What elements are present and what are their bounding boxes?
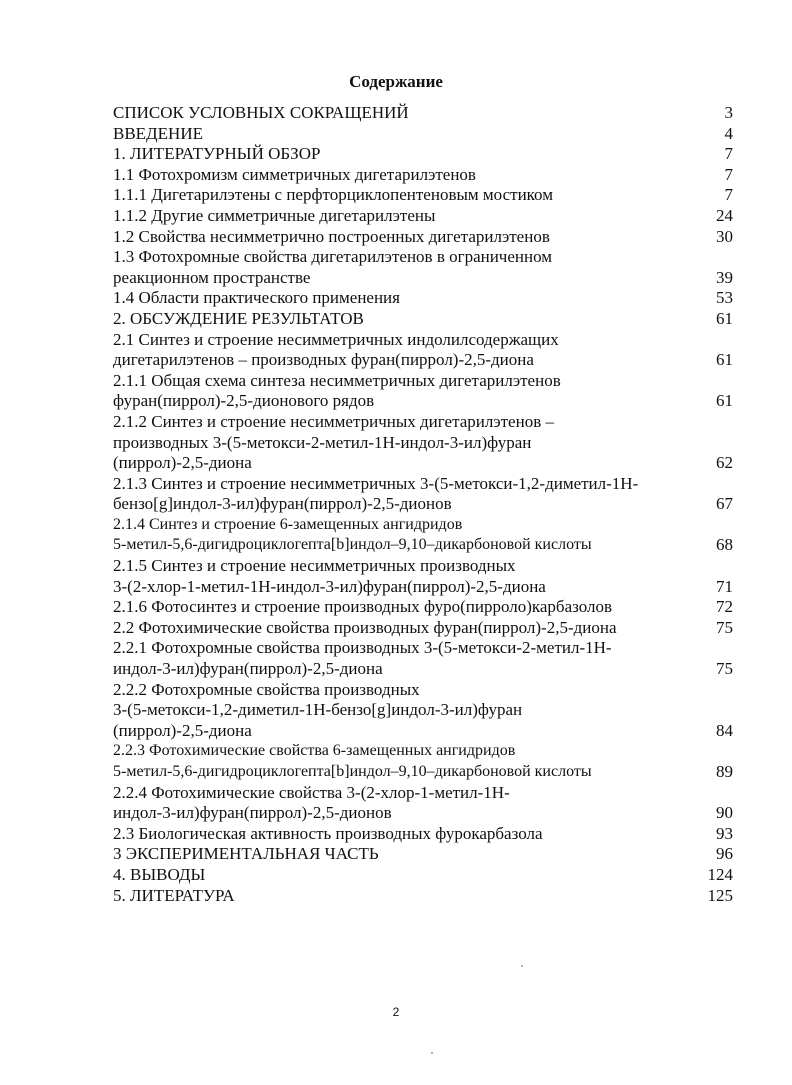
toc-entry [113,844,733,865]
toc-entry-text: 1.1.1 Дигетарилэтены с перфторциклопентеновым мостиком [113,185,553,205]
toc-entry-page: 71 [716,576,733,596]
toc-entry [113,597,733,618]
toc-entry-page: 75 [716,617,733,637]
toc-entry-text: ВВЕДЕНИЕ [113,123,203,143]
toc-entry-text: производных 3-(5-метокси-2-метил-1H-индол-3-ил)фуран [113,432,532,452]
table-of-contents [113,103,733,906]
toc-entry-text: фуран(пиррол)-2,5-дионового рядов [113,391,375,411]
toc-entry-page: 68 [716,535,733,555]
toc-entry-page: 61 [716,391,733,411]
toc-entry-text: 2.2.3 Фотохимические свойства 6-замещенных ангидридов [113,742,516,760]
toc-entry [113,103,733,124]
toc-entry-text: 2.2 Фотохимические свойства производных фуран(пиррол)-2,5-диона [113,617,617,637]
toc-entry-text: дигетарилэтенов – производных фуран(пиррол)-2,5-диона [113,350,534,370]
toc-entry [113,247,733,288]
toc-entry-page: 67 [716,494,733,514]
toc-entry-page: 7 [724,185,733,205]
toc-entry [113,185,733,206]
toc-entry-text: 2.2.4 Фотохимические свойства 3-(2-хлор-1-метил-1H- [113,782,510,802]
toc-entry [113,330,733,371]
toc-entry [113,618,733,639]
page-number: 2 [392,1005,400,1019]
page-title: Содержание [349,72,443,91]
toc-entry-text: 3-(5-метокси-1,2-диметил-1H-бензо[g]индол-3-ил)фуран [113,700,523,720]
toc-entry [113,824,733,845]
toc-entry-page: 39 [716,267,733,287]
toc-entry [113,556,733,597]
toc-entry-text: индол-3-ил)фуран(пиррол)-2,5-диона [113,659,383,679]
toc-entry-text: 5-метил-5,6-дигидроциклогепта[b]индол–9,10–дикарбоновой кислоты [113,536,592,554]
toc-entry [113,680,733,742]
toc-entry-text: 1.4 Области практического применения [113,288,400,308]
toc-entry [113,638,733,679]
toc-entry-text: 1.2 Свойства несимметрично построенных дигетарилэтенов [113,226,550,246]
toc-entry-page: 30 [716,226,733,246]
toc-entry [113,371,733,412]
toc-entry [113,288,733,309]
toc-entry-text: индол-3-ил)фуран(пиррол)-2,5-дионов [113,803,392,823]
toc-entry [113,124,733,145]
toc-entry-page: 62 [716,453,733,473]
toc-entry-text: 1.3 Фотохромные свойства дигетарилэтенов в ограниченном [113,247,553,267]
toc-entry-page: 89 [716,762,733,781]
toc-entry-page: 7 [724,164,733,184]
toc-entry-page: 124 [707,864,733,884]
toc-entry-text: 2.3 Биологическая активность производных фурокарбазола [113,823,543,843]
toc-entry-text: 2.1.4 Синтез и строение 6-замещенных ангидридов [113,515,463,533]
toc-entry [113,206,733,227]
toc-entry-text: 5-метил-5,6-дигидроциклогепта[b]индол–9,10–дикарбоновой кислоты [113,763,592,780]
toc-entry [113,865,733,886]
toc-entry-text: реакционном пространстве [113,267,311,287]
toc-entry-page: 84 [716,720,733,740]
toc-entry-text: 1.1.2 Другие симметричные дигетарилэтены [113,205,436,225]
toc-entry-text: 2.1 Синтез и строение несимметричных индолилсодержащих [113,329,559,349]
toc-entry-page: 4 [724,123,733,143]
scan-speck [431,1052,433,1054]
toc-entry [113,309,733,330]
toc-entry-text: СПИСОК УСЛОВНЫХ СОКРАЩЕНИЙ [113,103,409,122]
toc-entry-text: 1. ЛИТЕРАТУРНЫЙ ОБЗОР [113,144,321,164]
toc-entry-page: 53 [716,288,733,308]
toc-entry-text: 4. ВЫВОДЫ [113,864,206,884]
toc-entry-text: бензо[g]индол-3-ил)фуран(пиррол)-2,5-дионов [113,494,452,514]
toc-entry [113,412,733,474]
scan-speck [521,965,523,967]
toc-entry [113,515,733,556]
toc-entry [113,144,733,165]
toc-entry [113,886,733,907]
toc-entry [113,783,733,824]
toc-entry-page: 61 [716,350,733,370]
toc-entry-text: 2. ОБСУЖДЕНИЕ РЕЗУЛЬТАТОВ [113,308,364,328]
toc-entry-text: 2.1.6 Фотосинтез и строение производных фуро(пирроло)карбазолов [113,597,613,617]
toc-entry-text: 2.2.2 Фотохромные свойства производных [113,679,420,699]
toc-entry-text: 3-(2-хлор-1-метил-1H-индол-3-ил)фуран(пиррол)-2,5-диона [113,576,546,596]
toc-entry [113,741,733,782]
toc-entry [113,227,733,248]
toc-entry-text: 2.1.1 Общая схема синтеза несимметричных дигетарилэтенов [113,370,561,390]
toc-entry-page: 61 [716,308,733,328]
toc-entry-page: 7 [724,144,733,164]
toc-entry-text: (пиррол)-2,5-диона [113,453,252,473]
toc-entry-page: 125 [707,885,733,905]
toc-entry-text: 2.1.3 Синтез и строение несимметричных 3-(5-метокси-1,2-диметил-1H- [113,473,639,493]
toc-entry-text: (пиррол)-2,5-диона [113,720,252,740]
toc-entry-text: 2.1.2 Синтез и строение несимметричных дигетарилэтенов – [113,411,554,431]
toc-entry-text: 2.1.5 Синтез и строение несимметричных производных [113,556,516,576]
toc-entry-page: 24 [716,205,733,225]
toc-entry-page: 75 [716,659,733,679]
toc-entry-page: 93 [716,823,733,843]
toc-entry [113,165,733,186]
toc-entry-text: 3 ЭКСПЕРИМЕНТАЛЬНАЯ ЧАСТЬ [113,844,379,864]
toc-entry-text: 2.2.1 Фотохромные свойства производных 3-(5-метокси-2-метил-1H- [113,638,612,658]
toc-entry-page: 72 [716,597,733,617]
toc-entry-text: 1.1 Фотохромизм симметричных дигетарилэтенов [113,164,476,184]
toc-entry-page: 90 [716,803,733,823]
toc-entry-page: 3 [724,103,733,122]
toc-entry-page: 96 [716,844,733,864]
toc-entry-text: 5. ЛИТЕРАТУРА [113,885,235,905]
toc-entry [113,474,733,515]
